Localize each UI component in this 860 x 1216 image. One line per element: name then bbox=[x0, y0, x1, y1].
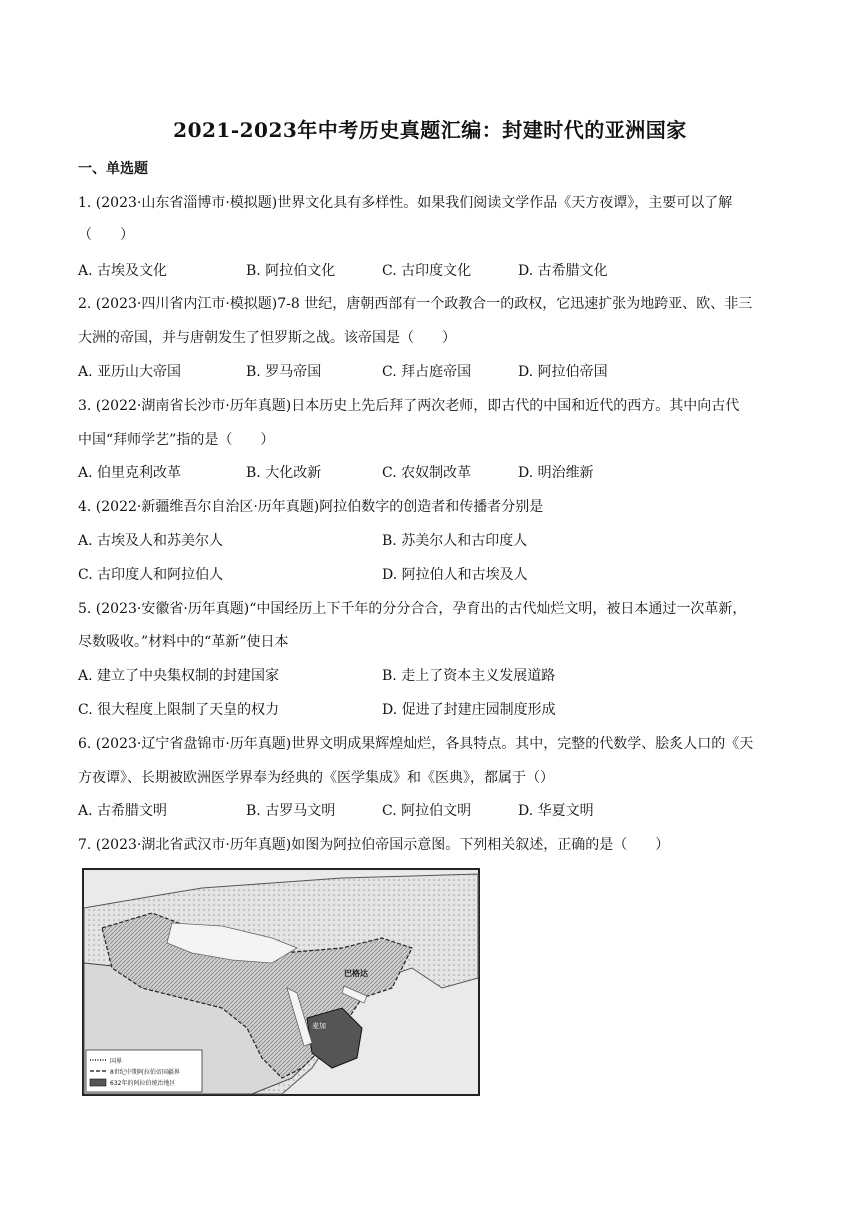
page-title: 2021-2023年中考历史真题汇编：封建时代的亚洲国家 bbox=[173, 118, 687, 142]
question-4-option-b[interactable]: B. 苏美尔人和古印度人 bbox=[382, 533, 528, 549]
question-4-option-d[interactable]: D. 阿拉伯人和古埃及人 bbox=[382, 567, 528, 583]
question-1-option-a[interactable]: A. 古埃及文化 bbox=[78, 263, 168, 279]
question-1-line-2: （ ） bbox=[78, 227, 134, 243]
question-6-line-1: 6. (2023·辽宁省盘锦市·历年真题)世界文明成果辉煌灿烂，各具特点。其中，完整的代数学、脍炙人口的《天 bbox=[78, 736, 754, 752]
question-6-option-a[interactable]: A. 古希腊文明 bbox=[78, 803, 168, 819]
question-4-option-c[interactable]: C. 古印度人和阿拉伯人 bbox=[78, 567, 224, 583]
question-2-option-a[interactable]: A. 亚历山大帝国 bbox=[78, 364, 182, 380]
question-2-line-2: 大洲的帝国，并与唐朝发生了怛罗斯之战。该帝国是（ ） bbox=[78, 330, 456, 346]
question-3-line-2: 中国“拜师学艺”指的是（ ） bbox=[78, 432, 275, 448]
question-1-line-1: 1. (2023·山东省淄博市·模拟题)世界文化具有多样性。如果我们阅读文学作品《天方夜谭》，主要可以了解 bbox=[78, 195, 733, 211]
map-label-baghdad: 巴格达 bbox=[344, 969, 368, 978]
question-5-option-c[interactable]: C. 很大程度上限制了天皇的权力 bbox=[78, 702, 280, 718]
question-3-option-c[interactable]: C. 农奴制改革 bbox=[382, 465, 472, 481]
question-2-line-1: 2. (2023·四川省内江市·模拟题)7-8 世纪，唐朝西部有一个政教合一的政权，它迅速扩张为地跨亚、欧、非三 bbox=[78, 296, 753, 312]
question-5-option-b[interactable]: B. 走上了资本主义发展道路 bbox=[382, 668, 556, 684]
question-3-option-a[interactable]: A. 伯里克利改革 bbox=[78, 465, 182, 481]
question-1-option-b[interactable]: B. 阿拉伯文化 bbox=[246, 263, 336, 279]
question-1-option-d[interactable]: D. 古希腊文化 bbox=[518, 263, 608, 279]
question-6-line-2: 方夜谭》、长期被欧洲医学界奉为经典的《医学集成》和《医典》，都属于（） bbox=[78, 770, 554, 786]
question-5-line-2: 尽数吸收。”材料中的“革新”使日本 bbox=[78, 634, 289, 650]
question-2-option-d[interactable]: D. 阿拉伯帝国 bbox=[518, 364, 608, 380]
section-heading: 一、单选题 bbox=[78, 161, 148, 177]
question-6-option-c[interactable]: C. 阿拉伯文明 bbox=[382, 803, 472, 819]
question-2-option-c[interactable]: C. 拜占庭帝国 bbox=[382, 364, 472, 380]
question-1-option-c[interactable]: C. 古印度文化 bbox=[382, 263, 472, 279]
map-legend-2: 8世纪中期阿拉伯帝国疆界 bbox=[110, 1069, 180, 1076]
arab-empire-map bbox=[82, 868, 480, 1096]
question-6-option-b[interactable]: B. 古罗马文明 bbox=[246, 803, 336, 819]
question-6-option-d[interactable]: D. 华夏文明 bbox=[518, 803, 594, 819]
map-legend-3: 632年的阿拉伯统治地区 bbox=[110, 1080, 176, 1087]
question-7-line-1: 7. (2023·湖北省武汉市·历年真题)如图为阿拉伯帝国示意图。下列相关叙述，正确的是（ ） bbox=[78, 837, 670, 853]
question-4-option-a[interactable]: A. 古埃及人和苏美尔人 bbox=[78, 533, 224, 549]
question-5-line-1: 5. (2023·安徽省·历年真题)“中国经历上下千年的分分合合，孕育出的古代灿烂文明，被日本通过一次革新， bbox=[78, 601, 747, 617]
map-label-mecca: 麦加 bbox=[312, 1022, 326, 1030]
question-5-option-a[interactable]: A. 建立了中央集权制的封建国家 bbox=[78, 668, 280, 684]
question-4-line-1: 4. (2022·新疆维吾尔自治区·历年真题)阿拉伯数字的创造者和传播者分别是 bbox=[78, 499, 544, 515]
question-3-line-1: 3. (2022·湖南省长沙市·历年真题)日本历史上先后拜了两次老师，即古代的中国和近代的西方。其中向古代 bbox=[78, 398, 740, 414]
question-3-option-d[interactable]: D. 明治维新 bbox=[518, 465, 594, 481]
question-3-option-b[interactable]: B. 大化改新 bbox=[246, 465, 322, 481]
question-2-option-b[interactable]: B. 罗马帝国 bbox=[246, 364, 322, 380]
map-legend-1: 国界 bbox=[110, 1058, 123, 1065]
question-5-option-d[interactable]: D. 促进了封建庄园制度形成 bbox=[382, 702, 556, 718]
